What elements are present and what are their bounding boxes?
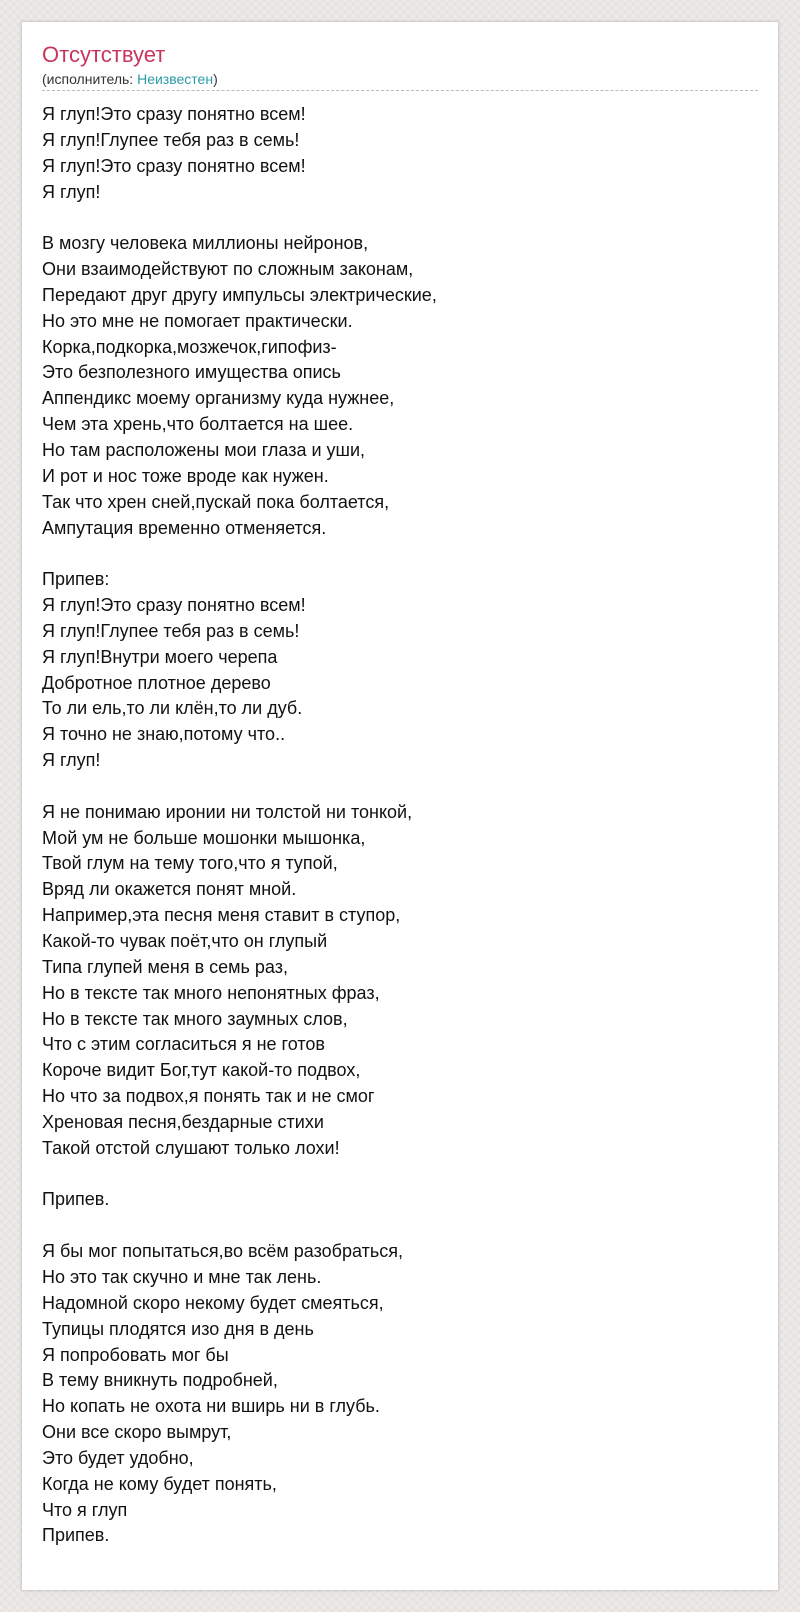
title-separator — [42, 90, 758, 91]
artist-link[interactable]: Неизвестен — [137, 71, 214, 87]
lyrics-card — [22, 22, 778, 1590]
artist-prefix: (исполнитель: — [42, 71, 138, 87]
lyrics-text: Я глуп!Это сразу понятно всем! Я глуп!Глупее тебя раз в семь! Я глуп!Это сразу понятно всем! Я глуп! В мозгу человека миллионы нейронов, Они взаимодействуют по сложным законам, Передают друг другу импульсы электрические, Но это мне не помогает практически. Корка,подкорка,мозжечок,гипофиз- Это безполезного имущества опись Аппендикс моему организму куда нужнее, Чем эта хрень,что болтается на шее. Но там расположены мои глаза и уши, И рот и нос тоже вроде как нужен. Так что хрен сней,пускай пока болтается, Ампутация временно отменяется. Припев: Я глуп!Это сразу понятно всем! Я глуп!Глупее тебя раз в семь! Я глуп!Внутри моего черепа Добротное плотное дерево То ли ель,то ли клён,то ли дуб. Я точно не знаю,потому что.. Я глуп! Я не понимаю иронии ни толстой ни тонкой, Мой ум не больше мошонки мышонка, Твой глум на тему того,что я тупой, Вряд ли окажется понят мной. Например,эта песня меня ставит в ступор, Какой-то чувак поёт,что он глупый Типа глупей меня в семь раз, Но в тексте так много непонятных фраз, Но в тексте так много заумных слов, Что с этим согласиться я не готов Короче видит Бог,тут какой-то подвох, Но что за подвох,я понять так и не смог Хреновая песня,бездарные стихи Такой отстой слушают только лохи! Припев. Я бы мог попытаться,во всём разобраться, Но это так скучно и мне так лень. Надомной скоро некому будет смеяться, Тупицы плодятся изо дня в день Я попробовать мог бы В тему вникнуть подробней, Но копать не охота ни вширь ни в глубь. Они все скоро вымрут, Это будет удобно, Когда не кому будет понять, Что я глуп Припев. — [42, 104, 437, 1546]
artist-line — [42, 70, 218, 88]
artist-suffix: ) — [213, 71, 218, 87]
song-title: Отсутствует — [42, 42, 166, 67]
